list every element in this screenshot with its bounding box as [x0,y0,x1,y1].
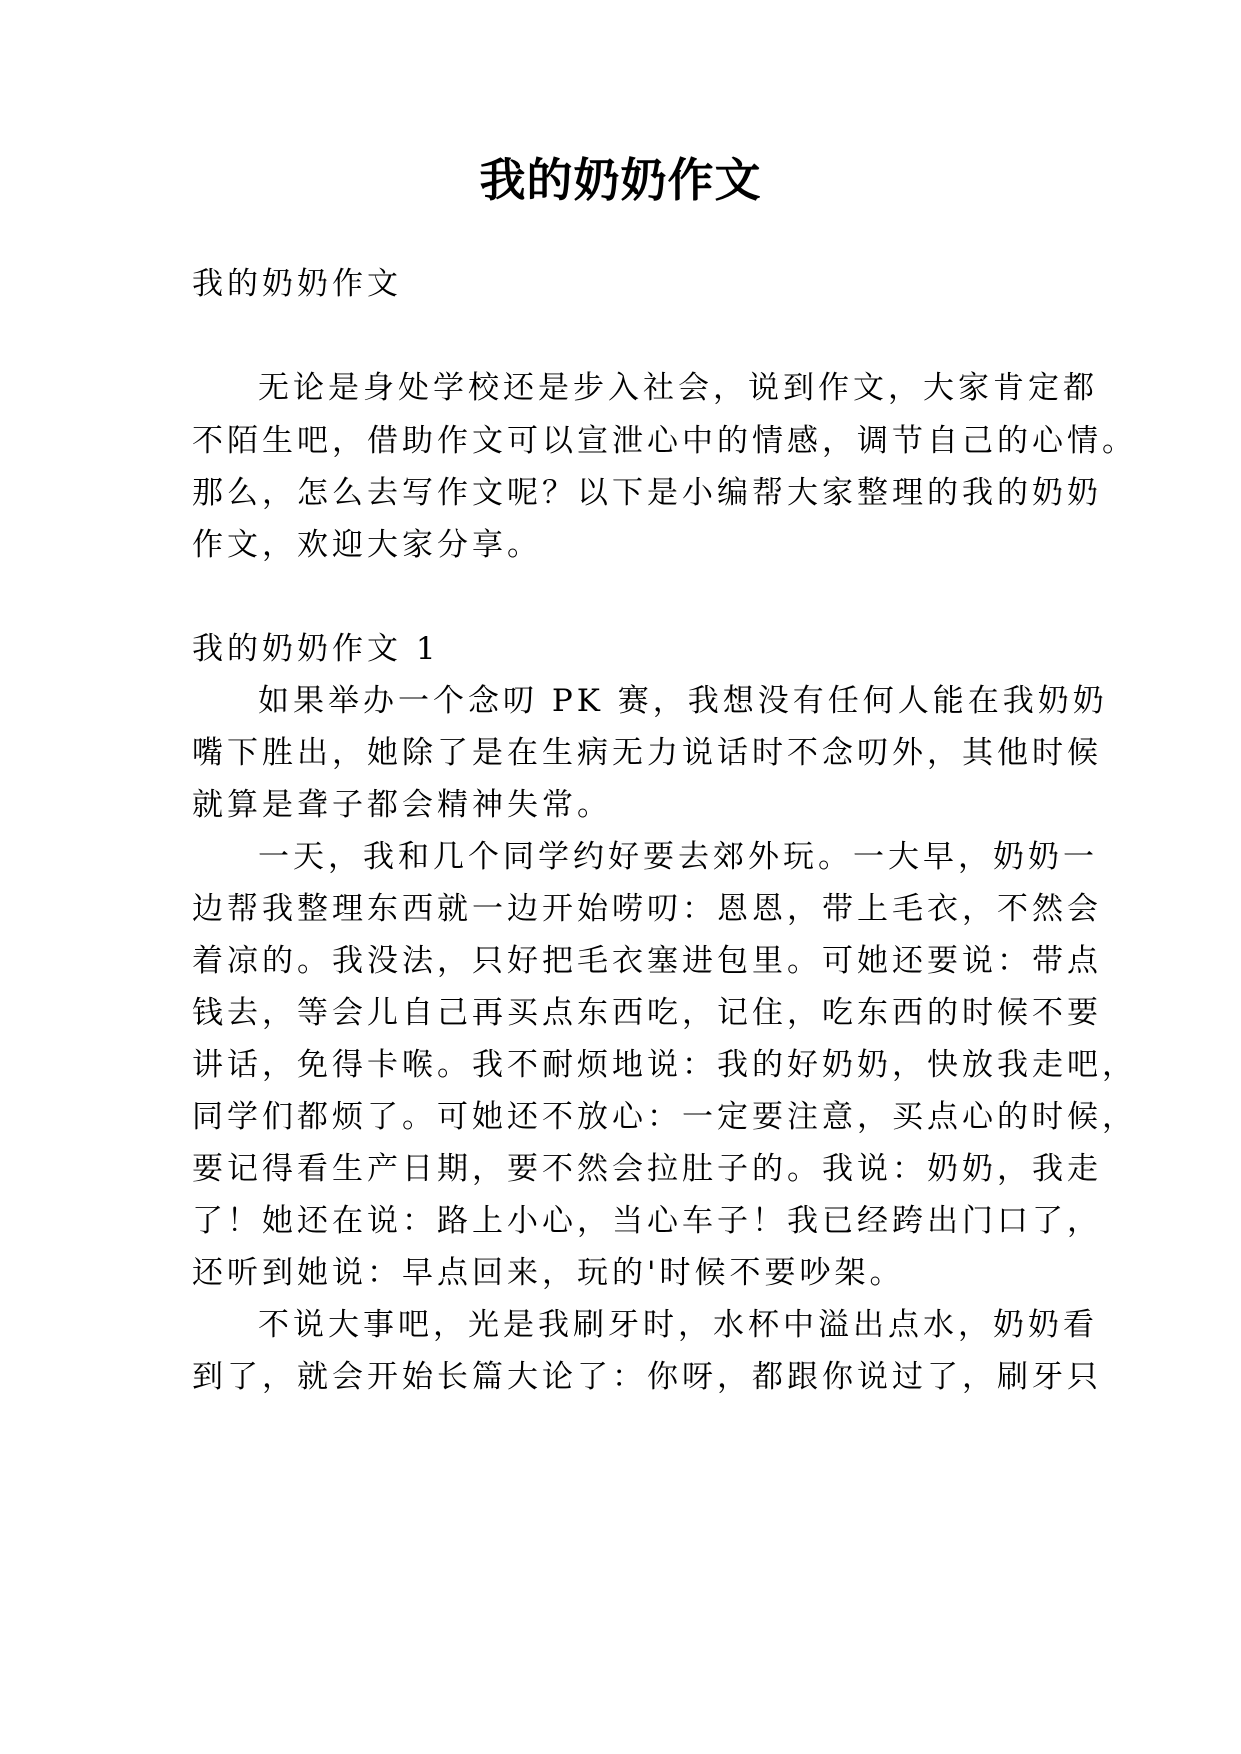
document-title: 我的奶奶作文 [479,153,762,207]
section-heading: 我的奶奶作文 1 [192,631,440,667]
paragraph-line: 不说大事吧，光是我刷牙时，水杯中溢出点水，奶奶看 [258,1307,1098,1343]
document-subtitle: 我的奶奶作文 [192,266,402,302]
paragraph-line: 就算是聋子都会精神失常。 [192,787,612,823]
paragraph-line: 嘴下胜出，她除了是在生病无力说话时不念叨外，其他时候 [192,735,1102,771]
intro-line: 不陌生吧，借助作文可以宣泄心中的情感，调节自己的心情。 [192,423,1137,459]
paragraph-line: 要记得看生产日期，要不然会拉肚子的。我说：奶奶，我走 [192,1151,1102,1187]
paragraph-line: 同学们都烦了。可她还不放心：一定要注意，买点心的时候， [192,1099,1137,1135]
paragraph-line: 如果举办一个念叨 PK 赛，我想没有任何人能在我奶奶 [258,683,1108,719]
paragraph-line: 讲话，免得卡喉。我不耐烦地说：我的好奶奶，快放我走吧， [192,1047,1137,1083]
paragraph-line: 到了，就会开始长篇大论了：你呀，都跟你说过了，刷牙只 [192,1359,1102,1395]
intro-line: 无论是身处学校还是步入社会，说到作文，大家肯定都 [258,370,1098,406]
intro-line: 那么，怎么去写作文呢？以下是小编帮大家整理的我的奶奶 [192,475,1102,511]
paragraph-line: 着凉的。我没法，只好把毛衣塞进包里。可她还要说：带点 [192,943,1102,979]
paragraph-line: 边帮我整理东西就一边开始唠叨：恩恩，带上毛衣，不然会 [192,891,1102,927]
paragraph-line: 一天，我和几个同学约好要去郊外玩。一大早，奶奶一 [258,839,1098,875]
paragraph-line: 还听到她说：早点回来，玩的'时候不要吵架。 [192,1255,905,1291]
paragraph-line: 了！她还在说：路上小心，当心车子！我已经跨出门口了， [192,1203,1102,1239]
paragraph-line: 钱去，等会儿自己再买点东西吃，记住，吃东西的时候不要 [192,995,1102,1031]
intro-line: 作文，欢迎大家分享。 [192,527,542,563]
